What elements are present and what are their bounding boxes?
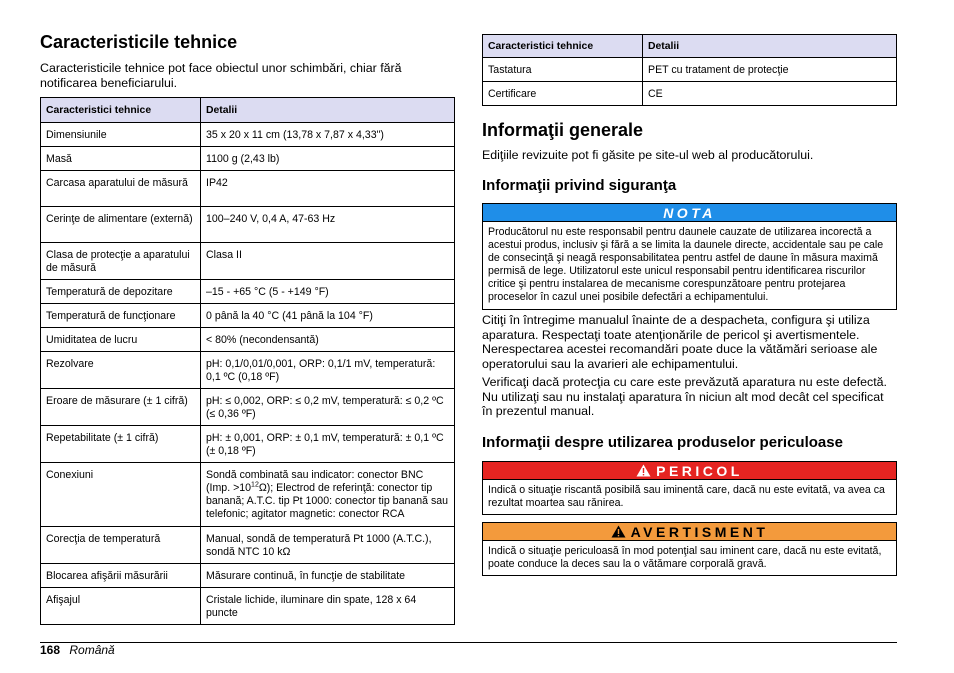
specifications-table-body [41,123,455,625]
specifications-table [40,97,455,625]
notice-text-pericol: Indică o situaţie riscantă posibilă sau iminentă care, dacă nu este evitată, va avea ca rezultat moartea sau rănirea. [488,484,885,510]
table-cell-spec: Afişajul [41,588,201,625]
notice-text-nota: Producătorul nu este responsabil pentru daunele cauzate de utilizarea incorectă a acestui produs, inclusiv şi fără a se limita la daunele directe, accidentale sau pe cale de consecinţă şi neagă responsabilitatea pentru astfel de daune în măsura maximă permisă de lege. Utilizatorul este unicul responsabil pentru identificarea riscurilor critice şi pentru instalarea de mecanisme corespunzătoare pentru protejarea proceselor în cazul unei posibile defectări a echipamentului. [488,226,884,304]
subsection-title-safety: Informaţii privind siguranţa [482,177,677,194]
table-cell-spec: Corecţia de temperatură [41,527,201,564]
table-cell-detail: Clasa II [201,243,455,280]
notice-header-avertisment [483,523,896,541]
table-cell-detail: Manual, sondă de temperatură Pt 1000 (A.T.C.), sondă NTC 10 kΩ [201,527,455,564]
table-cell-spec: Cerinţe de alimentare (externă) [41,207,201,243]
notice-header-pericol [483,462,896,480]
safety-paragraph-2: Verificaţi dacă protecţia cu care este prevăzută aparatura nu este defectă. Nu utilizaţi sau nu instalaţi aparatura în niciun alt mod decât cel specificat în prezentul manual. [482,375,888,419]
table-cell-detail: CE [643,82,897,106]
footer-divider [40,642,897,643]
table-row [41,389,455,426]
notice-label-avertisment: AVERTISMENT [630,523,769,540]
table-cell-detail: 0 până la 40 °C (41 până la 104 °F) [201,304,455,328]
specifications-table-continued-body [483,58,897,106]
table-cell-spec: Umiditatea de lucru [41,328,201,352]
table-row [483,82,897,106]
footer-language: Română [69,643,115,657]
table-cell-spec: Tastatura [483,58,643,82]
table-row [41,588,455,625]
table-cell-spec: Conexiuni [41,463,201,527]
table-cell-spec: Eroare de măsurare (± 1 cifră) [41,389,201,426]
table-cell-detail: < 80% (necondensantă) [201,328,455,352]
notice-box-avertisment [482,522,897,576]
subsection-title-hazard-info: Informaţii despre utilizarea produselor periculoase [482,434,843,451]
table-header-cell: Detalii [643,35,897,58]
table-header-row [41,98,455,123]
specifications-table-continued [482,34,897,106]
general-info-text: Ediţiile revizuite pot fi găsite pe site-ul web al producătorului. [482,148,814,162]
table-row [483,58,897,82]
table-row [41,123,455,147]
warning-triangle-icon [611,525,626,538]
table-cell-spec: Certificare [483,82,643,106]
table-cell-detail: –15 - +65 °C (5 - +149 °F) [201,280,455,304]
table-row [41,426,455,463]
table-cell-detail: IP42 [201,171,455,207]
table-cell-detail: 1100 g (2,43 lb) [201,147,455,171]
section-title-general-info: Informaţii generale [482,120,644,140]
notice-box-pericol [482,461,897,515]
table-cell-detail: pH: ≤ 0,002, ORP: ≤ 0,2 mV, temperatură: ≤ 0,2 ºC (≤ 0,36 ºF) [201,389,455,426]
table-cell-spec: Carcasa aparatului de măsură [41,171,201,207]
notice-label-pericol: PERICOL [656,462,743,479]
table-row [41,352,455,389]
table-row [41,207,455,243]
table-header-cell: Caracteristici tehnice [41,98,201,123]
table-row [41,304,455,328]
section-title-specifications: Caracteristicile tehnice [40,32,238,52]
table-cell-spec: Repetabilitate (± 1 cifră) [41,426,201,463]
table-cell-detail: 100–240 V, 0,4 A, 47-63 Hz [201,207,455,243]
notice-box-nota [482,203,897,310]
table-cell-spec: Clasa de protecţie a aparatului de măsură [41,243,201,280]
table-header-cell: Detalii [201,98,455,123]
table-row [41,328,455,352]
table-row [41,463,455,527]
table-row [41,564,455,588]
table-cell-detail: Măsurare continuă, în funcţie de stabilitate [201,564,455,588]
table-cell-detail: pH: ± 0,001, ORP: ± 0,1 mV, temperatură: ± 0,1 ºC (± 0,18 ºF) [201,426,455,463]
specifications-intro: Caracteristicile tehnice pot face obiectul unor schimbări, chiar fără notificarea beneficiarului. [40,61,402,90]
table-header-cell: Caracteristici tehnice [483,35,643,58]
table-row [41,147,455,171]
table-cell-detail: Cristale lichide, iluminare din spate, 128 x 64 puncte [201,588,455,625]
notice-header-nota: NOTA [483,204,896,222]
page-number: 168 [40,643,61,657]
table-row [41,527,455,564]
table-cell-spec: Dimensiunile [41,123,201,147]
table-cell-detail: pH: 0,1/0,01/0,001, ORP: 0,1/1 mV, temperatură: 0,1 ºC (0,18 ºF) [201,352,455,389]
table-row [41,243,455,280]
table-cell-detail: 35 x 20 x 11 cm (13,78 x 7,87 x 4,33") [201,123,455,147]
table-cell-detail: PET cu tratament de protecţie [643,58,897,82]
warning-triangle-icon [636,464,651,477]
table-cell-spec: Temperatură de funcţionare [41,304,201,328]
table-header-row [483,35,897,58]
notice-text-avertisment: Indică o situaţie periculoasă în mod potenţial sau iminent care, dacă nu este evitată, poate conduce la deces sau la o vătămare corporală gravă. [488,545,882,571]
table-row [41,171,455,207]
table-row [41,280,455,304]
table-cell-spec: Blocarea afişării măsurării [41,564,201,588]
safety-paragraph-1: Citiţi în întregime manualul înainte de a despacheta, configura şi utiliza aparatura. Respectaţi toate atenţionările de pericol şi avertismentele. Nerespectarea acestei recomandări poate duce la vătămări serioase ale operatorului sau la avarieri ale echipamentului. [482,313,878,371]
page-footer [40,643,115,657]
table-cell-spec: Temperatură de depozitare [41,280,201,304]
table-cell-detail: Sondă combinată sau indicator: conector BNC (Imp. $>10^{12}\Omega$); Electrod de referinţă: conector tip banană; A.T.C. tip Pt 1000: conector tip banană sau telefonic; agitator magnetic: conector RCA [201,463,455,527]
table-cell-spec: Masă [41,147,201,171]
table-cell-spec: Rezolvare [41,352,201,389]
